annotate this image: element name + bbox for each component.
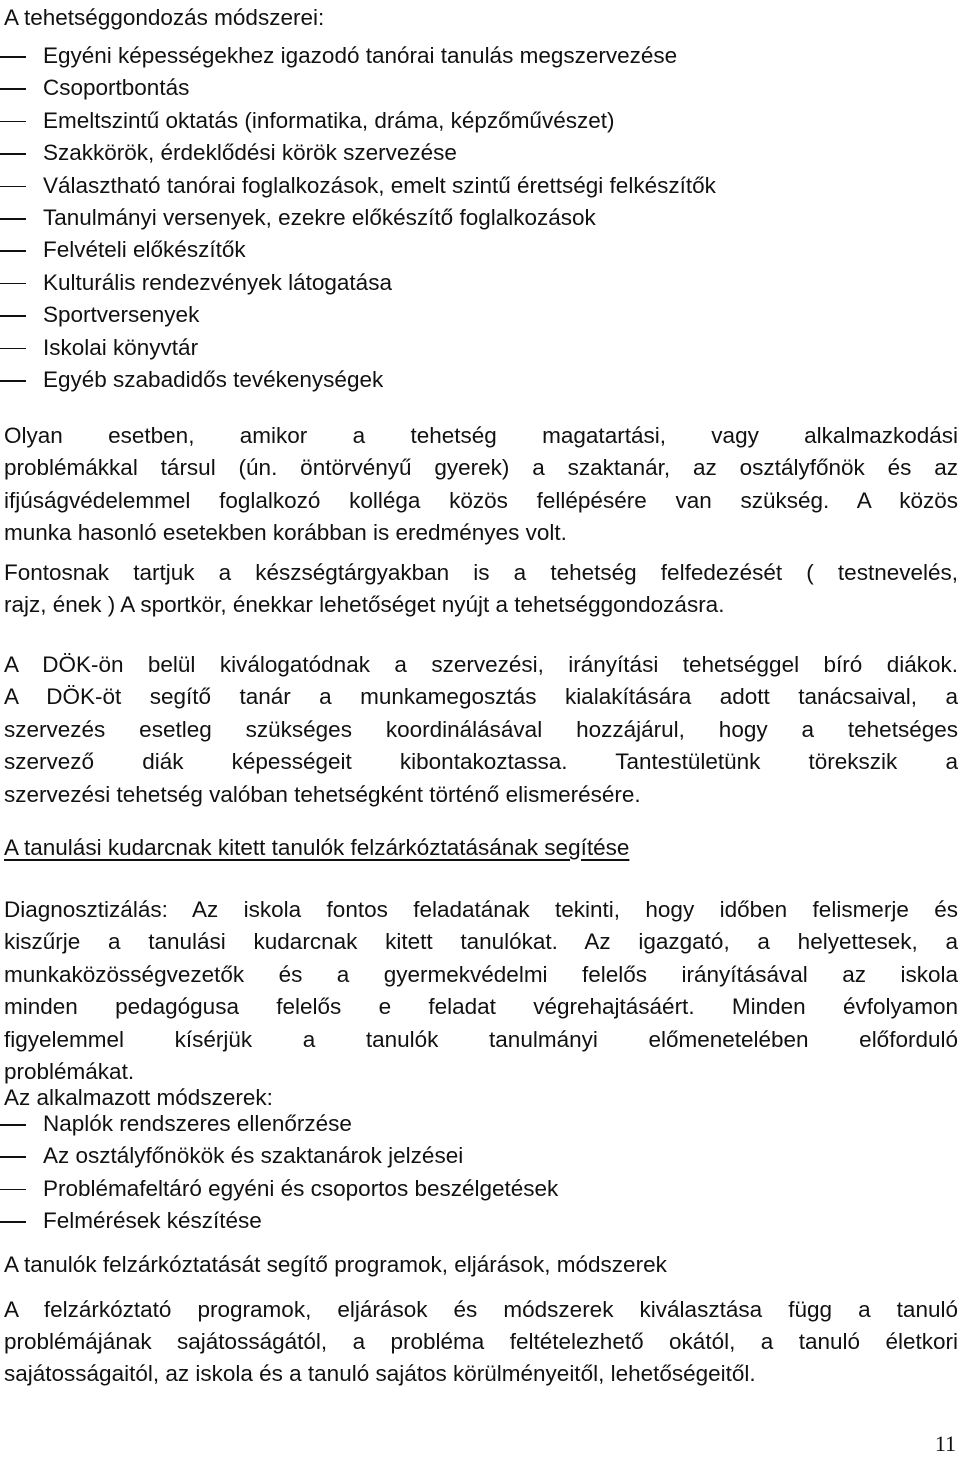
- list-item: Emeltszintű oktatás (informatika, dráma, képzőművészet): [0, 105, 956, 137]
- text-line: sajátosságaitól, az iskola és a tanuló sajátos körülményeitől, lehetőségeitől.: [4, 1361, 756, 1386]
- paragraph-diagnosis: [4, 894, 958, 1056]
- paragraph-programs-end: [4, 1358, 958, 1390]
- applied-methods-list: [0, 1108, 956, 1238]
- text-line: problémájának sajátosságától, a probléma feltételezhető okától, a tanuló életkori: [4, 1329, 958, 1355]
- text-line: kiszűrje a tanulási kudarcnak kitett tanulókat. Az igazgató, a helyettesek, a: [4, 929, 958, 955]
- paragraph-dok: [4, 649, 958, 779]
- page-number: 11: [934, 1431, 956, 1456]
- list-item: Választható tanórai foglalkozások, emelt szintű érettségi felkészítők: [0, 170, 956, 202]
- text-line: rajz, ének ) A sportkör, énekkar lehetőséget nyújt a tehetséggondozásra.: [4, 592, 725, 617]
- list-item: Egyéni képességekhez igazodó tanórai tanulás megszervezése: [0, 40, 956, 72]
- list-item: Sportversenyek: [0, 299, 956, 331]
- paragraph-skill-subjects: [4, 557, 958, 589]
- text-line: A DÖK-öt segítő tanár a munkamegosztás kialakítására adott tanácsaival, a: [4, 684, 958, 710]
- text-line: figyelemmel kísérjük a tanulók tanulmányi előmenetelében előforduló: [4, 1026, 958, 1052]
- section-heading-catch-up: [4, 832, 958, 864]
- text-line: szervezés esetleg szükséges koordinálásával hozzájárul, hogy a tehetséges: [4, 716, 958, 742]
- list-item: Szakkörök, érdeklődési körök szervezése: [0, 137, 956, 169]
- text-line: A felzárkóztató programok, eljárások és módszerek kiválasztása függ a tanuló: [4, 1297, 958, 1322]
- section-title: A tanulási kudarcnak kitett tanulók felzárkóztatásának segítése: [4, 835, 630, 860]
- list-item: Kulturális rendezvények látogatása: [0, 267, 956, 299]
- list-item: Egyéb szabadidős tevékenységek: [0, 364, 956, 396]
- text-line: szervezési tehetség valóban tehetségként történő elismerésére.: [4, 782, 641, 807]
- text-line: problémákat.: [4, 1059, 135, 1084]
- text-line: ifjúságvédelemmel foglalkozó kolléga közös fellépésére van szükség. A közös: [4, 487, 958, 513]
- list-item: Csoportbontás: [0, 72, 956, 104]
- list-item: Iskolai könyvtár: [0, 332, 956, 364]
- methods-label: Az alkalmazott módszerek:: [4, 1085, 273, 1110]
- list-item: Naplók rendszeres ellenőrzése: [0, 1108, 956, 1140]
- list-item: Felvételi előkészítők: [0, 234, 956, 266]
- text-line: Fontosnak tartjuk a készségtárgyakban is a tehetség felfedezését ( testnevelés,: [4, 560, 958, 585]
- text-line: minden pedagógusa felelős e feladat végrehajtásáért. Minden évfolyamon: [4, 994, 958, 1020]
- paragraph-skill-subjects-end: [4, 589, 958, 621]
- list-item: Tanulmányi versenyek, ezekre előkészítő foglalkozások: [0, 202, 956, 234]
- paragraph-behavior: [4, 420, 958, 517]
- text-line: szervező diák képességeit kibontakoztassa. Tantestületünk törekszik a: [4, 749, 958, 775]
- list-item: Problémafeltáró egyéni és csoportos beszélgetések: [0, 1173, 956, 1205]
- text-line: problémákkal társul (ún. öntörvényű gyerek) a szaktanár, az osztályfőnök és az: [4, 455, 958, 481]
- text-line: Olyan esetben, amikor a tehetség magatartási, vagy alkalmazkodási: [4, 423, 958, 448]
- text-line: A DÖK-ön belül kiválogatódnak a szervezési, irányítási tehetséggel bíró diákok.: [4, 652, 958, 677]
- section-heading-methods: A tehetséggondozás módszerei:: [4, 5, 325, 30]
- talent-methods-list: [0, 40, 956, 396]
- paragraph-programs: [4, 1294, 958, 1359]
- list-item: Felmérések készítése: [0, 1205, 956, 1237]
- text-line: munka hasonló esetekben korábban is eredményes volt.: [4, 520, 567, 545]
- text-line: Diagnosztizálás: Az iskola fontos feladatának tekinti, hogy időben felismerje és: [4, 897, 958, 922]
- list-item: Az osztályfőnökök és szaktanárok jelzései: [0, 1140, 956, 1172]
- paragraph-behavior-end: [4, 517, 958, 549]
- text-line: munkaközösségvezetők és a gyermekvédelmi felelős irányításával az iskola: [4, 961, 958, 987]
- programs-title: A tanulók felzárkóztatását segítő programok, eljárások, módszerek: [4, 1252, 667, 1277]
- paragraph-dok-end: [4, 779, 958, 811]
